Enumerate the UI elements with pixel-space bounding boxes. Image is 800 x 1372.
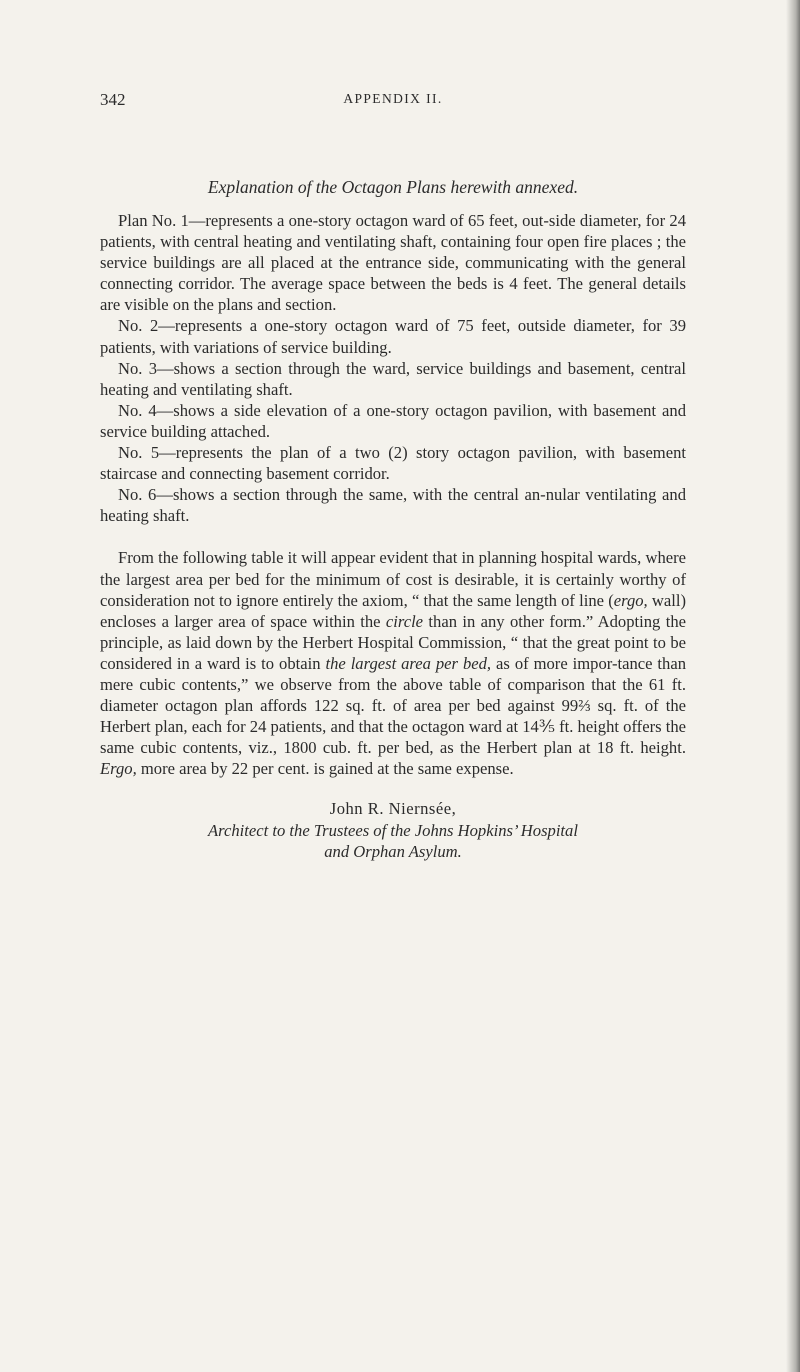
discussion-ergo-2: Ergo,: [100, 759, 137, 779]
discussion-largest-area: the largest area per bed,: [325, 653, 492, 673]
page-edge-shadow: [786, 0, 800, 1372]
plan-paragraph-6: No. 6—shows a section through the same, with the central an-nular ventilating and heating shaft.: [100, 485, 686, 526]
discussion-text-5: more area by 22 per cent. is gained at the same expense.: [136, 759, 514, 779]
plan-paragraph-1: Plan No. 1—represents a one-story octagon ward of 65 feet, out-side diameter, for 24 patients, with central heating and ventilating shaft, containing four open fire places ; the service buildings are all placed at the entrance side, communicating with the general connecting corridor. The average space between the beds is 4 feet. The general details are visible on the plans and section.: [100, 211, 686, 315]
discussion-text-1: From the following table it will appear evident that in planning hospital wards, where the largest area per bed for the minimum of cost is desirable, it is certainly worthy of consideration not to ignore entirely the axiom, “ that the same length of line (: [100, 548, 686, 610]
page-header: [100, 90, 686, 114]
page-number: 342: [100, 90, 126, 109]
signature-title-line-1: Architect to the Trustees of the Johns Hopkins’ Hospital: [208, 820, 578, 840]
discussion-paragraph: [100, 547, 686, 779]
signature-block: [100, 798, 686, 861]
plan-paragraph-5: No. 5—represents the plan of a two (2) story octagon pavilion, with basement staircase and connecting basement corridor.: [100, 443, 686, 484]
discussion-text-3: than in any other form.” Adopting the principle, as laid down by the Herbert Hospital Commission, “ that the great point to be considered in a ward is to obtain: [100, 611, 686, 673]
discussion-ergo: ergo,: [613, 590, 648, 610]
running-head: APPENDIX II.: [343, 91, 443, 106]
discussion-text-2: wall) encloses a larger area of space within the: [100, 590, 687, 631]
section-title: Explanation of the Octagon Plans herewith annexed.: [207, 177, 579, 197]
discussion-text-4: as of more impor-tance than mere cubic contents,” we observe from the above table of comparison that the 61 ft. diameter octagon plan affords 122 sq. ft. of area per bed against 99⅔ sq. ft. of the Herbert plan, each for 24 patients, and that the octagon ward at 14⅗ ft. height offers the same cubic contents, viz., 1800 cub. ft. per bed, as the Herbert plan at 18 ft. height.: [100, 653, 687, 758]
plan-paragraph-4: No. 4—shows a side elevation of a one-story octagon pavilion, with basement and service building attached.: [100, 400, 686, 441]
discussion-circle: circle: [385, 611, 424, 631]
plan-paragraph-2: No. 2—represents a one-story octagon ward of 75 feet, outside diameter, for 39 patients, with variations of service building.: [100, 316, 686, 357]
plan-paragraph-3: No. 3—shows a section through the ward, service buildings and basement, central heating and ventilating shaft.: [100, 358, 686, 399]
signature-title-line-2: and Orphan Asylum.: [324, 841, 462, 861]
body-text: [100, 176, 686, 862]
signature-name: John R. Niernsée,: [329, 799, 457, 819]
